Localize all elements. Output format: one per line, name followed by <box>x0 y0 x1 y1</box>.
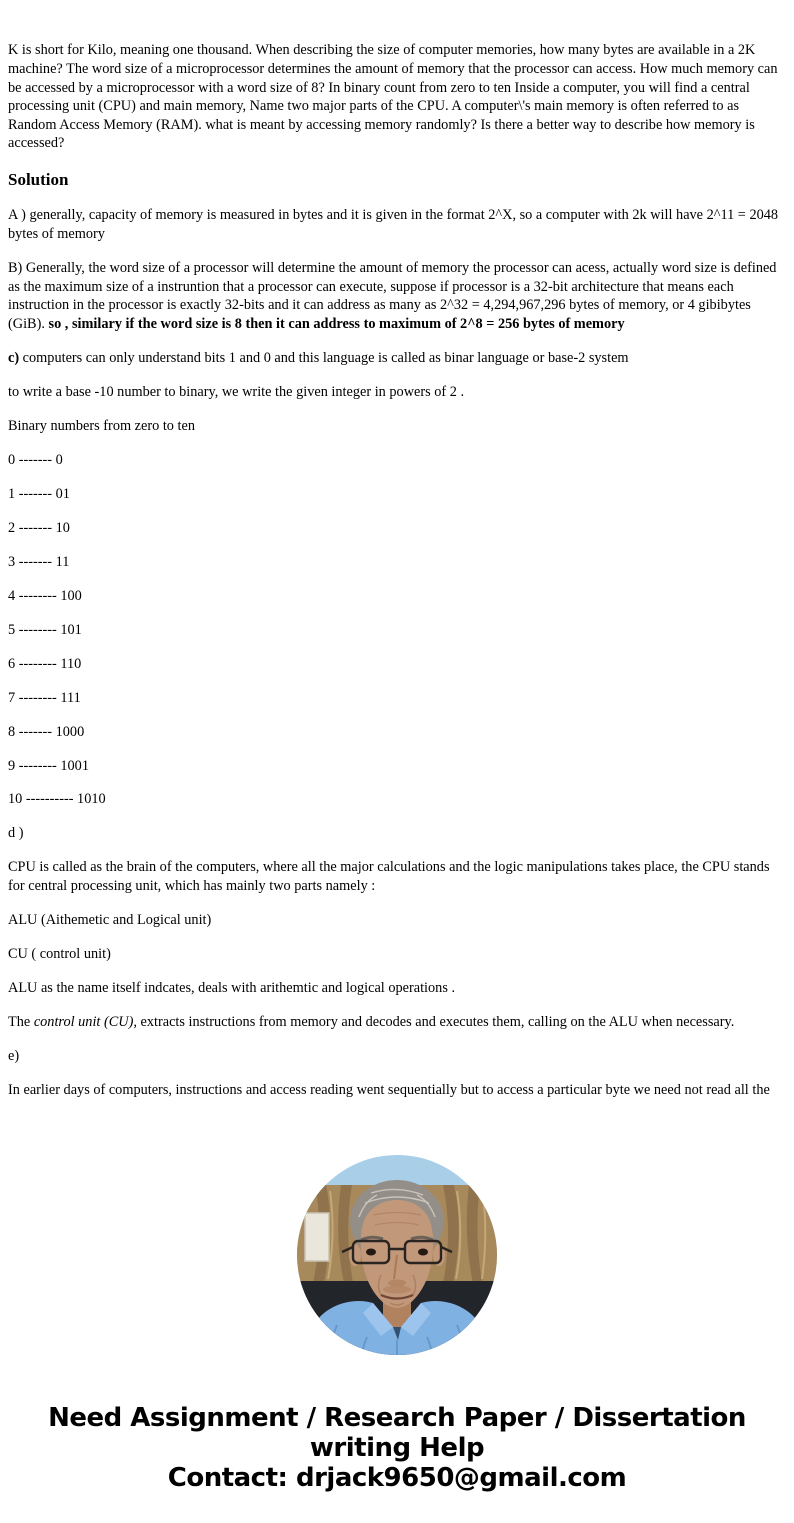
answer-c-text: computers can only understand bits 1 and 0 and this language is called as binar language or base-2 system <box>19 349 629 366</box>
binary-intro: Binary numbers from zero to ten <box>8 417 195 434</box>
cu-desc-post: extracts instructions from memory and decodes and executes them, calling on the ALU when necessary. <box>136 1013 735 1030</box>
binary-row-2: 2 ------- 10 <box>8 519 70 536</box>
base10-note: to write a base -10 number to binary, we write the given integer in powers of 2 . <box>8 383 465 400</box>
answer-b-bold: so , similary if the word size is 8 then it can address to maximum of 2^8 = 256 bytes of memory <box>48 315 625 332</box>
binary-row-3: 3 ------- 11 <box>8 553 70 570</box>
binary-row-7: 7 -------- 111 <box>8 689 81 706</box>
binary-row-1: 1 ------- 01 <box>8 485 70 502</box>
cpu-paragraph: CPU is called as the brain of the computers, where all the major calculations and the logic manipulations takes place, the CPU stands for central processing unit, which has mainly two parts namely : <box>8 859 770 895</box>
answer-a: A ) generally, capacity of memory is measured in bytes and it is given in the format 2^X, so a computer with 2k will have 2^11 = 2048 bytes of memory <box>8 207 779 242</box>
binary-row-9: 9 -------- 1001 <box>8 757 89 774</box>
tutor-photo <box>297 1155 497 1355</box>
contact-line: Contact: drjack9650@gmail.com <box>167 1463 627 1493</box>
binary-row-8: 8 ------- 1000 <box>8 723 85 740</box>
solution-heading: Solution <box>8 169 69 189</box>
wall-panel <box>305 1213 329 1261</box>
answer-d-label: d ) <box>8 825 24 842</box>
nose-shadow <box>388 1280 406 1287</box>
binary-row-10: 10 ---------- 1010 <box>8 791 106 808</box>
alu-description: ALU as the name itself indcates, deals with arithemtic and logical operations . <box>8 980 456 996</box>
binary-row-4: 4 -------- 100 <box>8 587 82 604</box>
binary-row-5: 5 -------- 101 <box>8 621 82 638</box>
binary-row-0: 0 ------- 0 <box>8 451 63 468</box>
answer-c-label: c) <box>8 349 20 366</box>
answer-b <box>8 259 785 333</box>
truncated-last-line: In earlier days of computers, instructions and access reading went sequentially but to access a particular byte we need not read all the <box>8 1081 770 1098</box>
answer-c <box>8 349 785 368</box>
question-paragraph: K is short for Kilo, meaning one thousand. When describing the size of computer memories, how many bytes are available in a 2K machine? The word size of a microprocessor determines the amount of memory that the processor can access. How much memory can be accessed by a microprocessor with a word size of 8? In binary count from zero to ten Inside a computer, you will find a central processing unit (CPU) and main memory, Name two major parts of the CPU. A computer\'s main memory is often referred to as Random Access Memory (RAM). what is meant by accessing memory randomly? Is there a better way to describe how memory is accessed? <box>8 42 778 152</box>
answer-e-label: e) <box>8 1047 20 1064</box>
cu-desc-pre: The <box>8 1013 34 1030</box>
cu-description <box>8 1013 785 1032</box>
footer <box>0 1403 794 1493</box>
answer-b-regular: B) Generally, the word size of a processor will determine the amount of memory the processor can acess, actually word size is defined as the maximum size of a instruntion that a processor can execute, suppose if processor is a 32-bit architecture that means each instruction in the processor is exactly 32-bits and it can address as many as 2^32 = 4,294,967,296 bytes of memory, or 4 gibibytes (GiB). <box>8 259 777 332</box>
eye-right <box>418 1249 428 1256</box>
binary-row-6: 6 -------- 110 <box>8 655 82 672</box>
help-heading: Need Assignment / Research Paper / Dissertation writing Help <box>48 1403 746 1463</box>
alu-line: ALU (Aithemetic and Logical unit) <box>8 912 212 929</box>
upper-lip-shadow <box>383 1286 411 1294</box>
cu-line: CU ( control unit) <box>8 946 111 963</box>
eye-left <box>366 1249 376 1256</box>
cu-desc-italic: control unit (CU), <box>33 1013 137 1030</box>
